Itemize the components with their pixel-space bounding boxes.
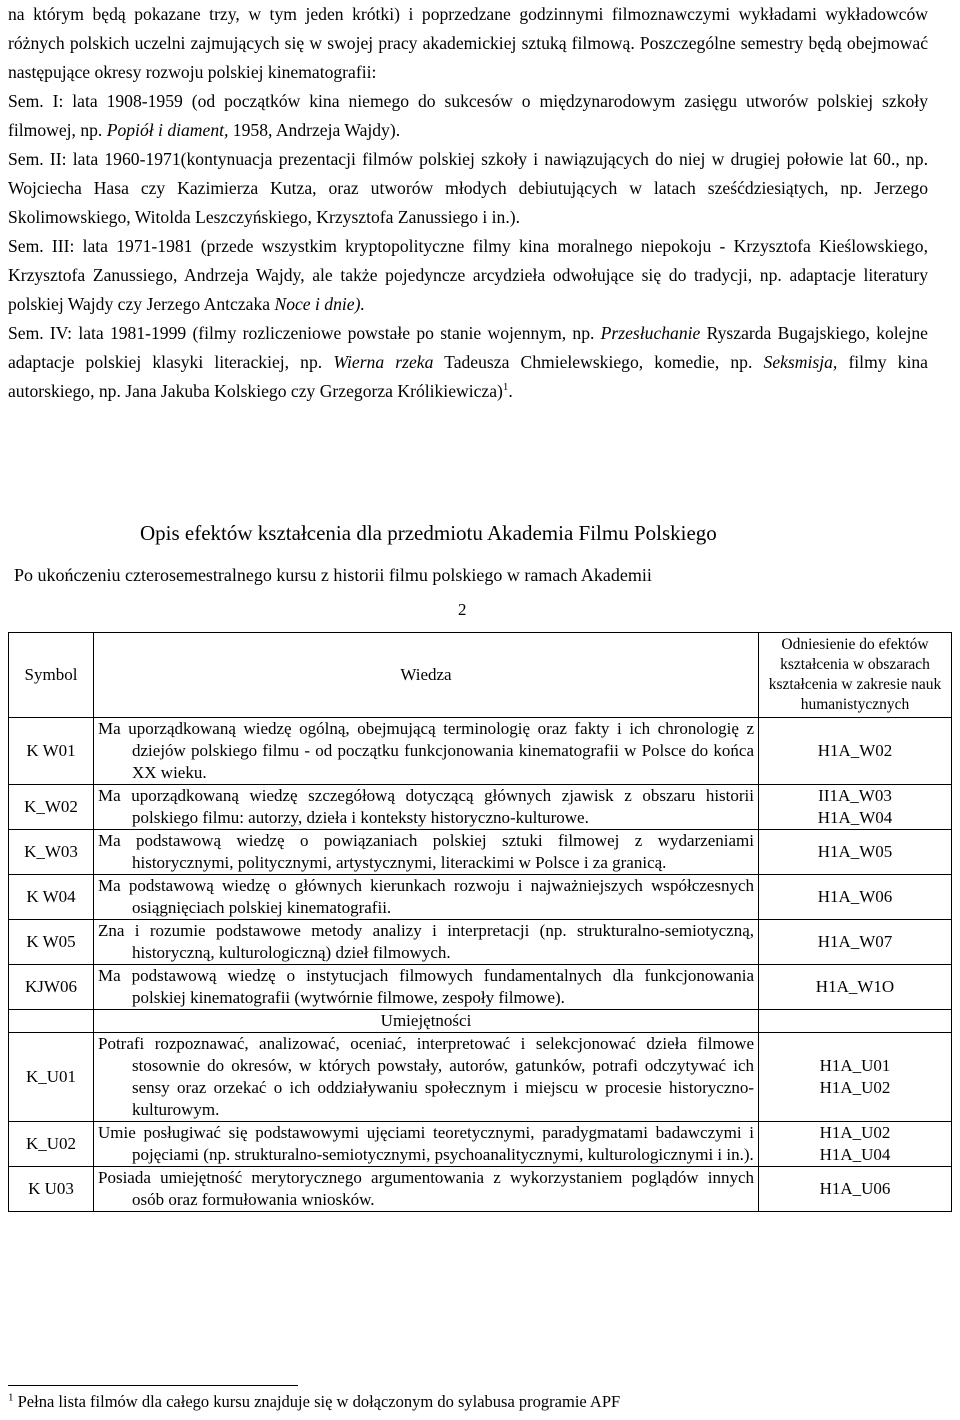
symbol-cell: K U03 <box>9 1167 94 1212</box>
reference-cell <box>759 830 952 875</box>
semester-3 <box>8 232 928 319</box>
description-cell <box>94 875 759 920</box>
footnote-divider <box>8 1385 298 1386</box>
description-text: Potrafi rozpoznawać, analizować, oceniać, interpretować i selekcjonować dzieła filmowe stosownie do okresów, w których powstały, autorów, gatunków, potrafi odczytywać ich sensy oraz orzekać o ich oddziaływaniu społecznym i miejscu w procesie historyczno-kulturowym. <box>98 1034 754 1119</box>
table-header-row <box>9 633 952 718</box>
skills-rows <box>9 1033 952 1212</box>
description-text: Ma uporządkowaną wiedzę szczegółową dotyczącą głównych zjawisk z obszaru historii polskiego filmu: autorzy, dzieła i konteksty historyczno-kulturowe. <box>98 786 754 827</box>
footnote-text: Pełna lista filmów dla całego kursu znajduje się w dołączonym do sylabusa programie APF <box>13 1392 621 1411</box>
table-row <box>9 718 952 785</box>
semester-3-text: Sem. III: lata 1971-1981 (przede wszystkim kryptopolityczne filmy kina moralnego niepokoju - Krzysztofa Kieślowskiego, Krzysztofa Zanussiego, Andrzeja Wajdy, ale także pojedyncze arcydzieła odwołujące się do tradycji, np. adaptacje literatury polskiej Wajdy czy Jerzego Antczaka <box>8 236 928 314</box>
empty-cell <box>9 1010 94 1033</box>
symbol-cell: K_W02 <box>9 785 94 830</box>
description-cell <box>94 1167 759 1212</box>
description-cell <box>94 785 759 830</box>
intro-text <box>8 0 928 406</box>
skills-heading: Umiejętności <box>94 1010 759 1033</box>
table-row <box>9 920 952 965</box>
reference-code: H1A_U02 <box>819 1078 891 1097</box>
film-title: Noce i dnie). <box>274 294 365 314</box>
reference-code: H1A_U04 <box>819 1145 891 1164</box>
reference-cell <box>759 1033 952 1122</box>
table-row <box>9 1122 952 1167</box>
reference-cell <box>759 1167 952 1212</box>
table-row <box>9 1033 952 1122</box>
semester-4-text-c: Tadeusza Chmielewskiego, komedie, np. <box>433 352 764 372</box>
reference-code: H1A_W06 <box>817 887 893 906</box>
description-cell <box>94 1033 759 1122</box>
description-text: Ma podstawową wiedzę o instytucjach filmowych fundamentalnych dla funkcjonowania polskiej kinematografii (wytwórnie filmowe, zespoły filmowe). <box>98 966 754 1007</box>
semester-2: Sem. II: lata 1960-1971(kontynuacja prezentacji filmów polskiej szkoły i nawiązujących do niej w drugiej połowie lat 60., np. Wojciecha Hasa czy Kazimierza Kutza, oraz utworów młodych debiutujących w latach sześćdziesiątych, np. Jerzego Skolimowskiego, Witolda Leszczyńskiego, Krzysztofa Zanussiego i in.). <box>8 149 928 227</box>
table-row <box>9 1167 952 1212</box>
semester-4 <box>8 319 928 406</box>
film-title: Seksmisja, <box>763 352 838 372</box>
footnote <box>8 1392 620 1412</box>
description-text: Umie posługiwać się podstawowymi ujęciami teoretycznymi, paradygmatami badawczymi i pojęciami (np. strukturalno-semiotycznymi, psychoanalitycznymi, kulturologicznymi i in.). <box>98 1123 754 1164</box>
description-text: Posiada umiejętność merytorycznego argumentowania z wykorzystaniem poglądów innych osób oraz formułowania wniosków. <box>98 1168 754 1209</box>
table-row <box>9 965 952 1010</box>
reference-cell <box>759 718 952 785</box>
symbol-cell: KJW06 <box>9 965 94 1010</box>
reference-cell <box>759 1122 952 1167</box>
description-text: Ma podstawową wiedzę o powiązaniach polskiej sztuki filmowej z wydarzeniami historycznymi, politycznymi, artystycznymi, literackimi w Polsce i za granicą. <box>98 831 754 872</box>
skills-heading-row <box>9 1010 952 1033</box>
reference-code: H1A_U02 <box>819 1123 891 1142</box>
semester-4-text-end: . <box>508 381 513 401</box>
description-cell <box>94 718 759 785</box>
header-symbol: Symbol <box>9 633 94 718</box>
description-cell <box>94 920 759 965</box>
semester-1-text: Sem. I: lata 1908-1959 (od początków kina niemego do sukcesów o międzynarodowym zasięgu utworów polskiej szkoły filmowej, np. <box>8 91 928 140</box>
description-text: Ma uporządkowaną wiedzę ogólną, obejmującą terminologię oraz fakty i ich chronologię z dziejów polskiego filmu - od początku funkcjonowania kinematografii w Polsce do końca XX wieku. <box>98 719 754 782</box>
description-text: Ma podstawową wiedzę o głównych kierunkach rozwoju i najważniejszych współczesnych osiągnięciach polskiej kinematografii. <box>98 876 754 917</box>
table-row <box>9 830 952 875</box>
symbol-cell: K W05 <box>9 920 94 965</box>
film-title: Popiół i diament, <box>106 120 229 140</box>
reference-code: H1A_W1O <box>815 977 895 996</box>
symbol-cell: K_U02 <box>9 1122 94 1167</box>
header-reference: Odniesienie do efektów kształcenia w obszarach kształcenia w zakresie nauk humanistycznych <box>759 633 952 718</box>
film-title: Wierna rzeka <box>333 352 434 372</box>
reference-cell <box>759 785 952 830</box>
footnote-ref[interactable]: 1 <box>502 381 509 394</box>
empty-cell <box>759 1010 952 1033</box>
description-text: Zna i rozumie podstawowe metody analizy i interpretacji (np. strukturalno-semiotyczną, historyczną, kulturologiczną) dzieł filmowych. <box>98 921 754 962</box>
section-title: Opis efektów kształcenia dla przedmiotu Akademia Filmu Polskiego <box>140 521 717 545</box>
page-number: 2 <box>458 600 467 619</box>
reference-code: II1A_W03 <box>818 786 892 805</box>
footnote-mark: 1 <box>8 1391 14 1404</box>
table-row <box>9 875 952 920</box>
semester-1 <box>8 87 928 145</box>
symbol-cell: K_U01 <box>9 1033 94 1122</box>
section-subtitle: Po ukończeniu czterosemestralnego kursu z historii filmu polskiego w ramach Akademii <box>14 565 652 585</box>
reference-cell <box>759 875 952 920</box>
reference-code: H1A_W02 <box>817 741 893 760</box>
semester-4-text-d: filmy kina autorskiego, np. Jana Jakuba Kolskiego czy Grzegorza Królikiewicza) <box>8 352 928 401</box>
semester-1-text-end: 1958, Andrzeja Wajdy). <box>228 120 401 140</box>
reference-code: H1A_U06 <box>819 1179 891 1198</box>
semester-4-text: Sem. IV: lata 1981-1999 (filmy rozliczeniowe powstałe po stanie wojennym, np. <box>8 323 601 343</box>
symbol-cell: K W01 <box>9 718 94 785</box>
description-cell <box>94 965 759 1010</box>
description-cell <box>94 1122 759 1167</box>
semester-4-text-b: Ryszarda Bugajskiego, kolejne adaptacje polskiej klasyki literackiej, np. <box>8 323 928 372</box>
reference-code: H1A_W07 <box>817 932 893 951</box>
description-cell <box>94 830 759 875</box>
reference-code: H1A_U01 <box>819 1056 891 1075</box>
intro-paragraph: na którym będą pokazane trzy, w tym jeden krótki) i poprzedzane godzinnymi filmoznawczymi wykładami wykładowców różnych polskich uczelni zajmujących się w swojej pracy akademickiej sztuką filmową. Poszczególne semestry będą obejmować następujące okresy rozwoju polskiej kinematografii: <box>8 4 928 82</box>
table-row <box>9 785 952 830</box>
symbol-cell: K_W03 <box>9 830 94 875</box>
reference-code: H1A_W05 <box>817 842 893 861</box>
reference-cell <box>759 965 952 1010</box>
symbol-cell: K W04 <box>9 875 94 920</box>
reference-cell <box>759 920 952 965</box>
learning-outcomes-table <box>8 632 952 1212</box>
knowledge-rows <box>9 718 952 1010</box>
reference-code: H1A_W04 <box>817 808 893 827</box>
film-title: Przesłuchanie <box>600 323 701 343</box>
header-knowledge: Wiedza <box>94 633 759 718</box>
